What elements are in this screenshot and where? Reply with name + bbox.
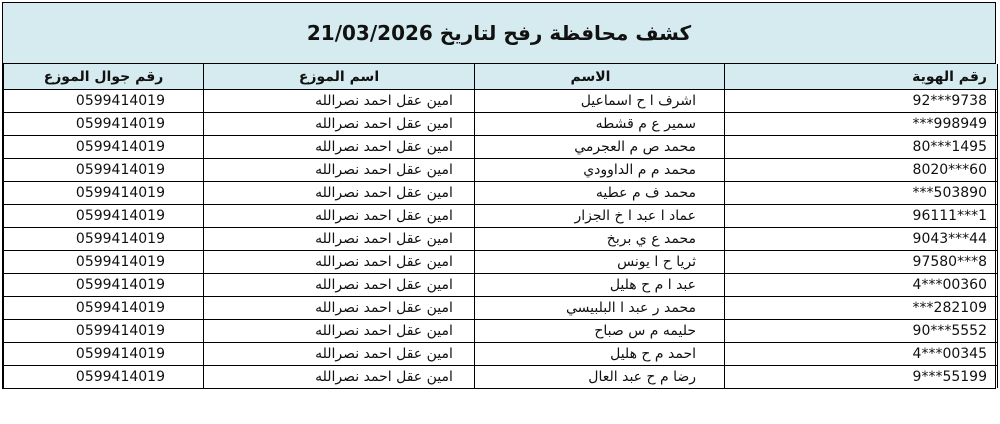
id-cell: 92***9738 — [725, 90, 998, 113]
id-cell: ***282109 — [725, 297, 998, 320]
distributor-cell: امين عقل احمد نصرالله — [204, 320, 475, 343]
id-cell: 4***00360 — [725, 274, 998, 297]
name-cell: سمير ع م قشطه — [475, 113, 725, 136]
table-row — [4, 113, 998, 136]
distributor-cell: امين عقل احمد نصرالله — [204, 366, 475, 389]
id-cell: 8020***60 — [725, 159, 998, 182]
name-cell: محمد ع ي بربخ — [475, 228, 725, 251]
id-cell: ***503890 — [725, 182, 998, 205]
id-cell: 9043***44 — [725, 228, 998, 251]
distributor-cell: امين عقل احمد نصرالله — [204, 136, 475, 159]
distributor-cell: امين عقل احمد نصرالله — [204, 343, 475, 366]
header-phone: رقم جوال الموزع — [4, 64, 204, 90]
distributor-cell: امين عقل احمد نصرالله — [204, 182, 475, 205]
table-row — [4, 366, 998, 389]
header-name: الاسم — [475, 64, 725, 90]
table-body — [4, 90, 998, 389]
id-cell: 96111***1 — [725, 205, 998, 228]
name-cell: محمد ص م العجرمي — [475, 136, 725, 159]
id-cell: 4***00345 — [725, 343, 998, 366]
name-cell: ثريا ح ا يونس — [475, 251, 725, 274]
id-cell: 80***1495 — [725, 136, 998, 159]
name-cell: محمد ف م عطيه — [475, 182, 725, 205]
table-row — [4, 159, 998, 182]
table-row — [4, 90, 998, 113]
table-row — [4, 205, 998, 228]
table-row — [4, 297, 998, 320]
id-cell: 9***55199 — [725, 366, 998, 389]
phone-cell: 0599414019 — [4, 297, 204, 320]
distributor-cell: امين عقل احمد نصرالله — [204, 113, 475, 136]
table-row — [4, 274, 998, 297]
table-row — [4, 320, 998, 343]
distributor-cell: امين عقل احمد نصرالله — [204, 159, 475, 182]
phone-cell: 0599414019 — [4, 251, 204, 274]
table-row — [4, 343, 998, 366]
name-cell: عماد ا عبد ا خ الجزار — [475, 205, 725, 228]
phone-cell: 0599414019 — [4, 159, 204, 182]
phone-cell: 0599414019 — [4, 205, 204, 228]
table-row — [4, 136, 998, 159]
phone-cell: 0599414019 — [4, 228, 204, 251]
name-cell: رضا م ح عبد العال — [475, 366, 725, 389]
distributor-cell: امين عقل احمد نصرالله — [204, 297, 475, 320]
name-cell: حليمه م س صباح — [475, 320, 725, 343]
distributor-cell: امين عقل احمد نصرالله — [204, 228, 475, 251]
table-row — [4, 228, 998, 251]
phone-cell: 0599414019 — [4, 182, 204, 205]
distributor-cell: امين عقل احمد نصرالله — [204, 274, 475, 297]
records-table — [3, 64, 998, 388]
phone-cell: 0599414019 — [4, 320, 204, 343]
distributor-cell: امين عقل احمد نصرالله — [204, 205, 475, 228]
sheet-title: كشف محافظة رفح لتاريخ 21/03/2026 — [3, 3, 995, 64]
name-cell: عبد ا م ح هليل — [475, 274, 725, 297]
phone-cell: 0599414019 — [4, 90, 204, 113]
phone-cell: 0599414019 — [4, 343, 204, 366]
table-row — [4, 251, 998, 274]
name-cell: اشرف ا ح اسماعيل — [475, 90, 725, 113]
id-cell: 97580***8 — [725, 251, 998, 274]
table-row — [4, 182, 998, 205]
header-row — [4, 64, 998, 90]
name-cell: محمد م م الداوودي — [475, 159, 725, 182]
phone-cell: 0599414019 — [4, 113, 204, 136]
header-id: رقم الهوية — [725, 64, 998, 90]
phone-cell: 0599414019 — [4, 136, 204, 159]
sheet — [2, 2, 996, 389]
distributor-cell: امين عقل احمد نصرالله — [204, 90, 475, 113]
name-cell: احمد م ح هليل — [475, 343, 725, 366]
distributor-cell: امين عقل احمد نصرالله — [204, 251, 475, 274]
header-distributor: اسم الموزع — [204, 64, 475, 90]
id-cell: 90***5552 — [725, 320, 998, 343]
id-cell: ***998949 — [725, 113, 998, 136]
phone-cell: 0599414019 — [4, 274, 204, 297]
phone-cell: 0599414019 — [4, 366, 204, 389]
name-cell: محمد ر عبد ا البلبيسي — [475, 297, 725, 320]
